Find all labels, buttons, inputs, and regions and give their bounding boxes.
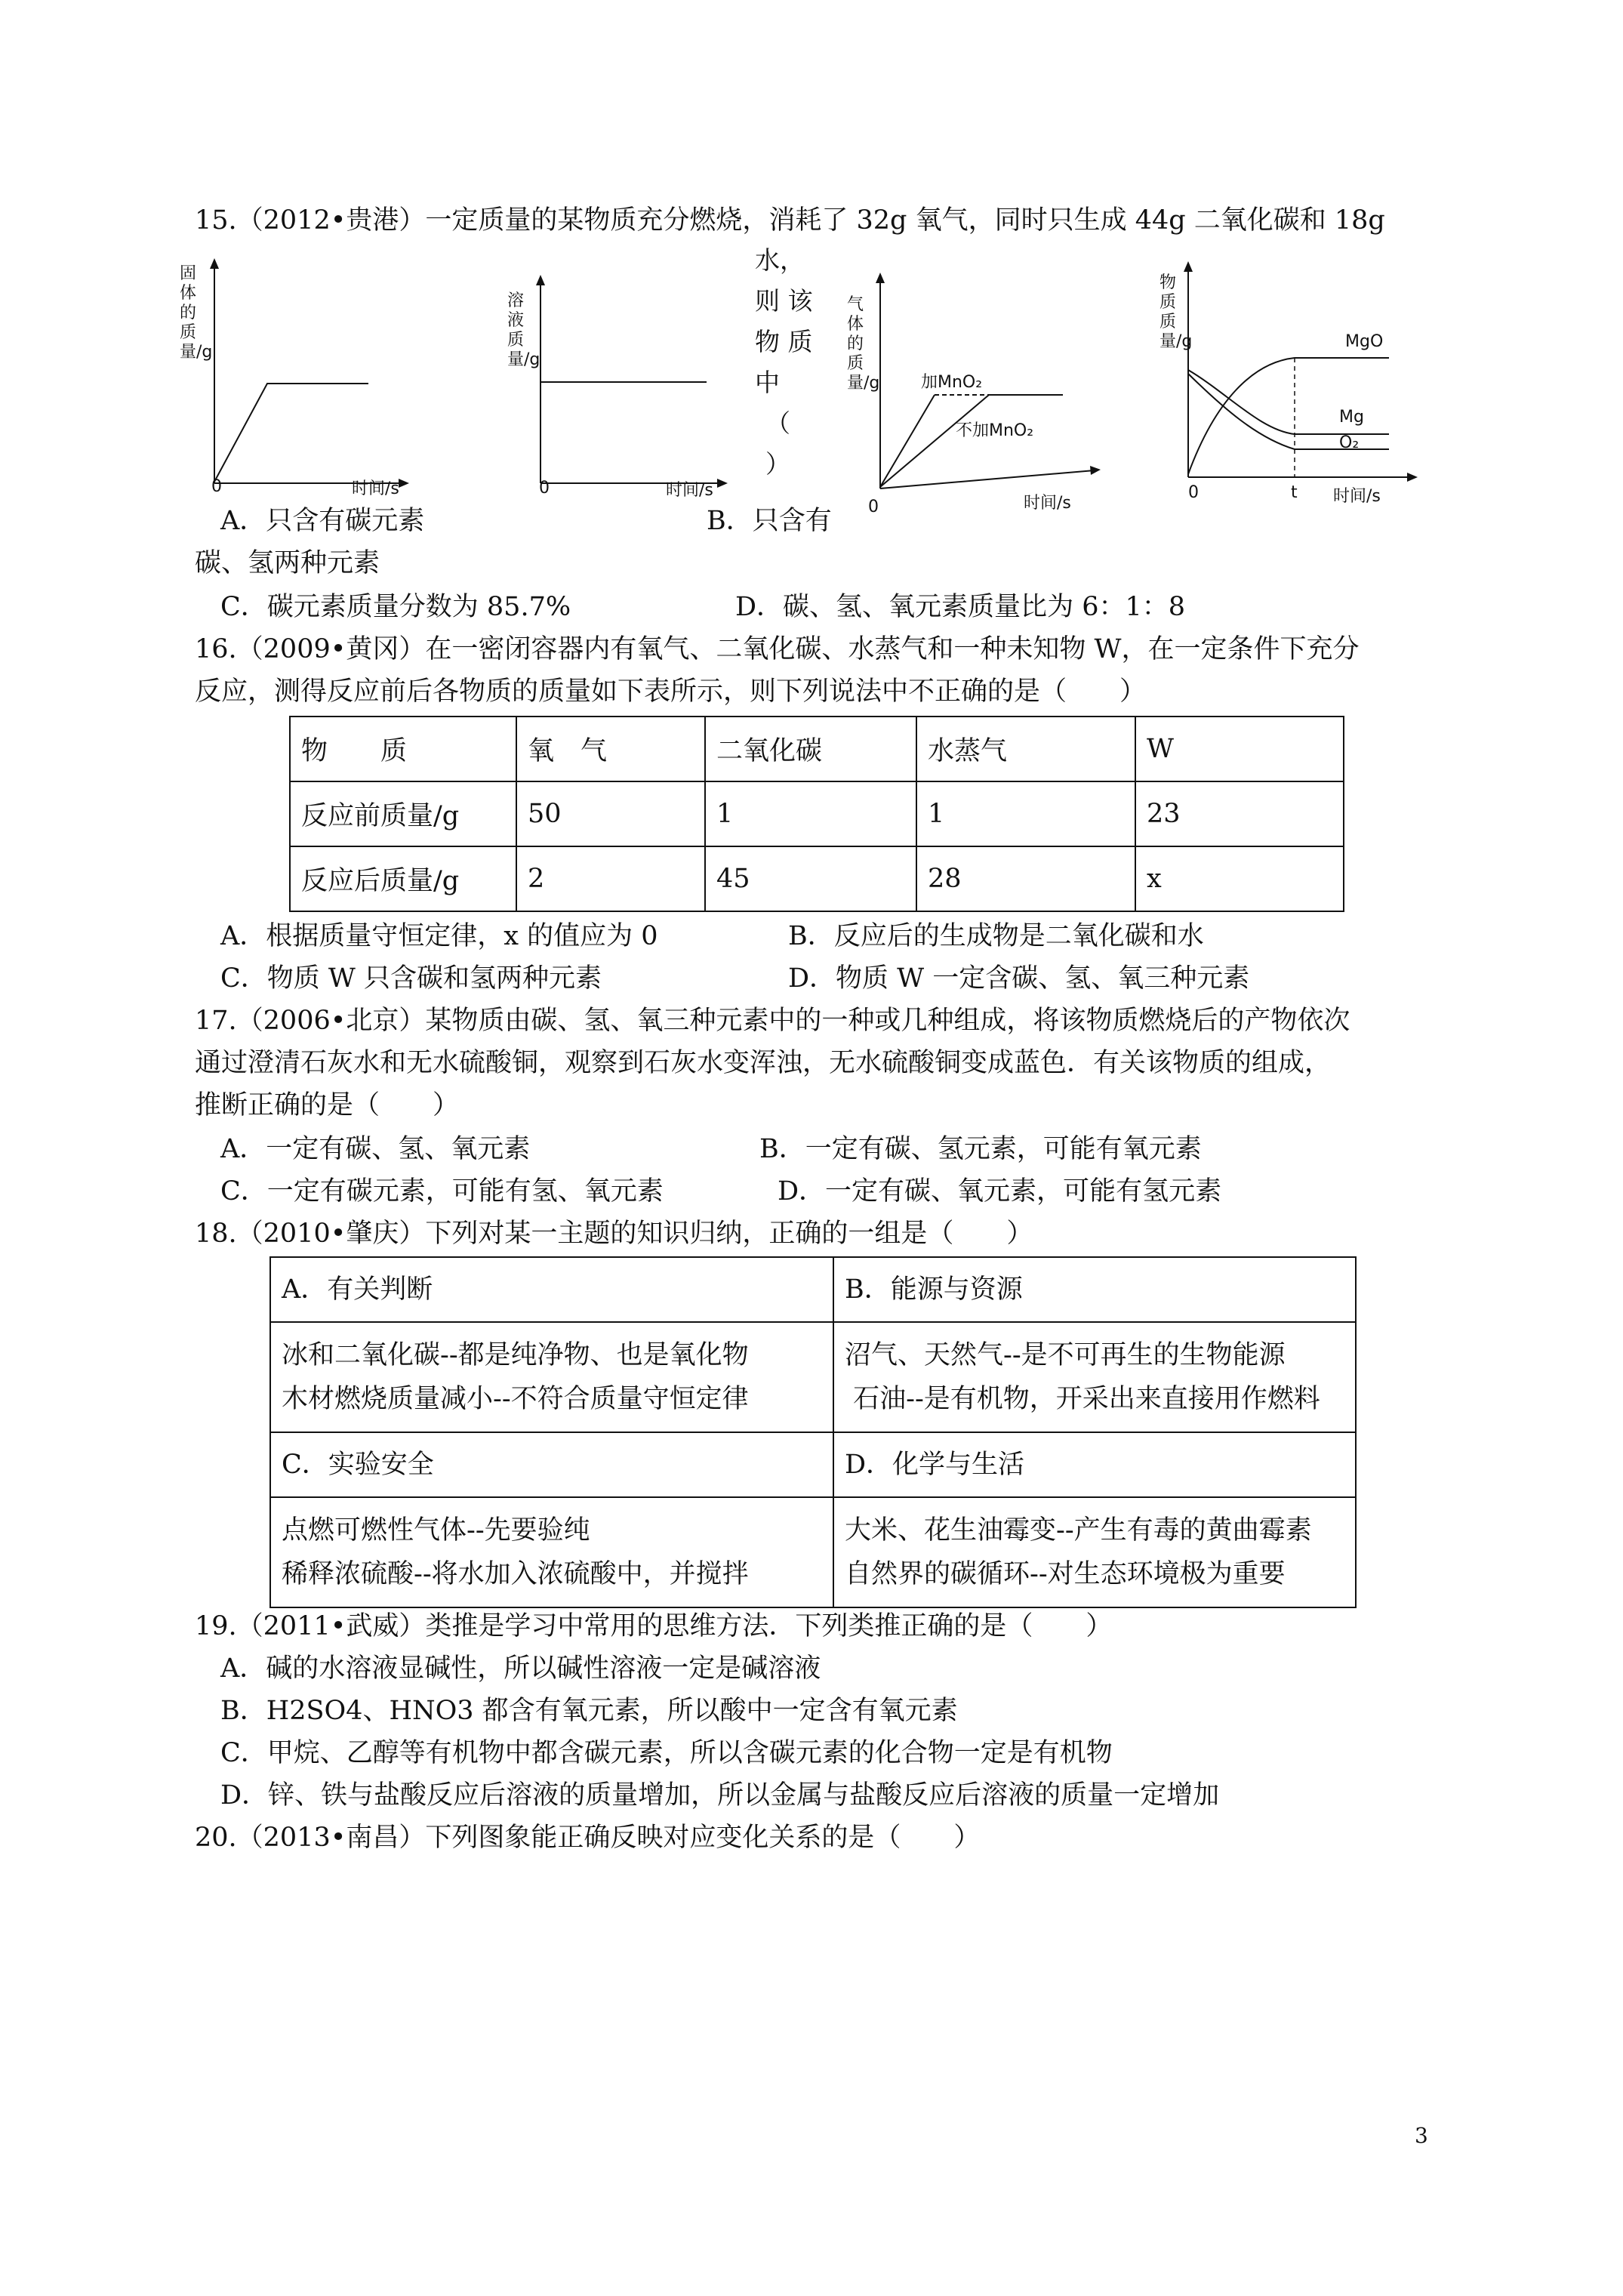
g1-xlabel: 时间/s bbox=[352, 479, 399, 498]
g4-curve3-label: O₂ bbox=[1339, 433, 1360, 452]
q15-wrap-1: 水， bbox=[755, 245, 805, 275]
q16-cell: 反应前质量/g bbox=[290, 781, 516, 846]
q18-d-line1: 大米、花生油霉变--产生有毒的黄曲霉素 bbox=[845, 1515, 1312, 1546]
q15-stem-wrap bbox=[755, 240, 813, 485]
table-row bbox=[270, 1432, 1356, 1497]
q17-opt-d: D．一定有碳、氧元素，可能有氢元素 bbox=[778, 1176, 1222, 1207]
q18-b-line1: 沼气、天然气--是不可再生的生物能源 bbox=[845, 1340, 1286, 1370]
q16-cell: 1 bbox=[916, 781, 1135, 846]
g1-origin: 0 bbox=[211, 477, 222, 496]
q15-wrap-4: 中 bbox=[755, 368, 780, 397]
g1-ylabel: 固体的质量/g bbox=[180, 264, 213, 362]
q18-c-body bbox=[270, 1497, 833, 1607]
q17-stem-1: 17.（2006•北京）某物质由碳、氢、氧三种元素中的一种或几种组成，将该物质燃烧后的产物依次 bbox=[195, 1006, 1350, 1036]
q18-b-body bbox=[833, 1322, 1356, 1432]
q16-th-4: W bbox=[1135, 717, 1344, 781]
q16-opt-a: A．根据质量守恒定律，x 的值应为 0 bbox=[220, 921, 658, 951]
q16-opt-b: B．反应后的生成物是二氧化碳和水 bbox=[788, 921, 1204, 951]
q15-wrap-2: 则 该 bbox=[755, 286, 813, 316]
q15-wrap-5: （ bbox=[765, 408, 790, 438]
g3-curve2-label: 不加MnO₂ bbox=[956, 421, 1034, 440]
graph-gas-mass-svg bbox=[838, 268, 1110, 525]
graph-gas-mass bbox=[838, 268, 1110, 528]
q15-stem: 15.（2012•贵港）一定质量的某物质充分燃烧，消耗了 32g 氧气，同时只生成 44g 二氧化碳和 18g bbox=[195, 205, 1385, 236]
graph-substance-mass bbox=[1155, 257, 1427, 509]
q18-a-head: A．有关判断 bbox=[270, 1257, 833, 1322]
graph-solid-mass bbox=[178, 257, 405, 501]
g2-ylabel: 溶液质量/g bbox=[507, 291, 540, 369]
q16-cell: x bbox=[1135, 846, 1344, 911]
q18-stem: 18.（2010•肇庆）下列对某一主题的知识归纳，正确的一组是（ ） bbox=[195, 1219, 1033, 1249]
q16-cell: 28 bbox=[916, 846, 1135, 911]
q16-cell: 45 bbox=[705, 846, 916, 911]
page-number: 3 bbox=[1415, 2123, 1428, 2148]
g3-origin: 0 bbox=[868, 498, 879, 516]
q18-a-line2: 木材燃烧质量减小--不符合质量守恒定律 bbox=[282, 1384, 749, 1414]
q17-opt-b: B．一定有碳、氢元素，可能有氧元素 bbox=[759, 1134, 1202, 1164]
q18-c-line2: 稀释浓硫酸--将水加入浓硫酸中，并搅拌 bbox=[282, 1559, 749, 1589]
q16-stem-1: 16.（2009•黄冈）在一密闭容器内有氧气、二氧化碳、水蒸气和一种未知物 W，在一定条件下充分 bbox=[195, 634, 1360, 664]
q16-cell: 50 bbox=[516, 781, 705, 846]
q18-d-line2: 自然界的碳循环--对生态环境极为重要 bbox=[845, 1559, 1286, 1589]
q19-opt-a: A．碱的水溶液显碱性，所以碱性溶液一定是碱溶液 bbox=[220, 1653, 821, 1684]
q18-c-head: C．实验安全 bbox=[270, 1432, 833, 1497]
graph-solid-mass-svg bbox=[178, 257, 405, 498]
q17-opt-a: A．一定有碳、氢、氧元素 bbox=[220, 1134, 531, 1164]
q16-cell: 2 bbox=[516, 846, 705, 911]
q16-th-1: 氧 气 bbox=[516, 717, 705, 781]
q16-opt-d: D．物质 W 一定含碳、氢、氧三种元素 bbox=[788, 963, 1250, 994]
table-row bbox=[270, 1322, 1356, 1432]
q18-a-line1: 冰和二氧化碳--都是纯净物、也是氧化物 bbox=[282, 1340, 749, 1370]
g3-xlabel: 时间/s bbox=[1024, 494, 1071, 513]
q18-c-line1: 点燃可燃性气体--先要验纯 bbox=[282, 1515, 590, 1546]
g4-t-label: t bbox=[1291, 483, 1298, 502]
q19-opt-c: C．甲烷、乙醇等有机物中都含碳元素，所以含碳元素的化合物一定是有机物 bbox=[220, 1738, 1113, 1768]
q20-stem: 20.（2013•南昌）下列图象能正确反映对应变化关系的是（ ） bbox=[195, 1823, 981, 1853]
g4-xlabel: 时间/s bbox=[1333, 487, 1381, 506]
q15-opt-b-part2: 碳、氢两种元素 bbox=[195, 548, 380, 578]
q16-th-2: 二氧化碳 bbox=[705, 717, 916, 781]
q15-opt-a: A．只含有碳元素 bbox=[220, 506, 425, 536]
q17-stem-3: 推断正确的是（ ） bbox=[195, 1090, 460, 1120]
g4-origin: 0 bbox=[1188, 483, 1199, 502]
q19-stem: 19.（2011•武威）类推是学习中常用的思维方法．下列类推正确的是（ ） bbox=[195, 1611, 1113, 1641]
table-row bbox=[290, 846, 1344, 911]
q16-cell: 1 bbox=[705, 781, 916, 846]
q16-opt-c: C．物质 W 只含碳和氢两种元素 bbox=[220, 963, 602, 994]
q19-opt-d: D．锌、铁与盐酸反应后溶液的质量增加，所以金属与盐酸反应后溶液的质量一定增加 bbox=[220, 1780, 1220, 1811]
q15-opt-b-part1: B．只含有 bbox=[707, 506, 832, 536]
q18-table bbox=[269, 1256, 1357, 1608]
q18-b-line2: 石油--是有机物，开采出来直接用作燃料 bbox=[845, 1384, 1320, 1414]
g4-curve2-label: Mg bbox=[1339, 408, 1364, 427]
table-row bbox=[290, 781, 1344, 846]
q17-opt-c: C．一定有碳元素，可能有氢、氧元素 bbox=[220, 1176, 664, 1207]
table-row bbox=[270, 1497, 1356, 1607]
q18-a-body bbox=[270, 1322, 833, 1432]
q16-table bbox=[289, 716, 1344, 912]
g2-xlabel: 时间/s bbox=[666, 481, 713, 500]
graph-substance-mass-svg bbox=[1155, 257, 1427, 506]
q15-wrap-6: ） bbox=[765, 449, 790, 479]
q16-cell: 23 bbox=[1135, 781, 1344, 846]
q16-th-0: 物 质 bbox=[290, 717, 516, 781]
g2-origin: 0 bbox=[539, 479, 550, 498]
g4-curve1-label: MgO bbox=[1345, 332, 1384, 351]
q15-wrap-3: 物 质 bbox=[755, 327, 813, 356]
g3-ylabel: 气体的质量/g bbox=[847, 295, 880, 393]
q18-d-body bbox=[833, 1497, 1356, 1607]
q18-b-head: B．能源与资源 bbox=[833, 1257, 1356, 1322]
g4-ylabel: 物质质量/g bbox=[1160, 273, 1193, 351]
q16-stem-2: 反应，测得反应前后各物质的质量如下表所示，则下列说法中不正确的是（ ） bbox=[195, 676, 1147, 707]
q15-opt-c: C．碳元素质量分数为 85.7% bbox=[220, 592, 571, 622]
graph-solution-mass-svg bbox=[504, 264, 731, 498]
table-row bbox=[270, 1257, 1356, 1322]
q17-stem-2: 通过澄清石灰水和无水硫酸铜，观察到石灰水变浑浊，无水硫酸铜变成蓝色．有关该物质的组成， bbox=[195, 1048, 1332, 1078]
q15-opt-d: D．碳、氢、氧元素质量比为 6：1：8 bbox=[735, 592, 1185, 622]
graph-solution-mass bbox=[504, 264, 731, 501]
q16-table-header bbox=[290, 717, 1344, 781]
g3-curve1-label: 加MnO₂ bbox=[921, 373, 983, 392]
q16-cell: 反应后质量/g bbox=[290, 846, 516, 911]
q19-opt-b: B．H2SO4、HNO3 都含有氧元素，所以酸中一定含有氧元素 bbox=[220, 1696, 958, 1726]
q16-th-3: 水蒸气 bbox=[916, 717, 1135, 781]
q18-d-head: D．化学与生活 bbox=[833, 1432, 1356, 1497]
